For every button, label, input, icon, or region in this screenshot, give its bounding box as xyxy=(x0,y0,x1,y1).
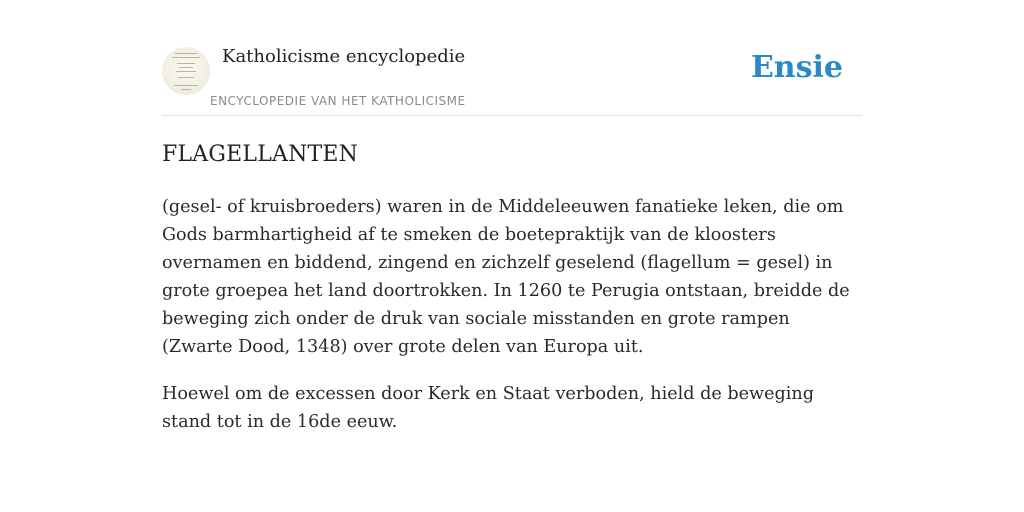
article-body xyxy=(162,193,862,455)
site-title-link[interactable]: Katholicisme encyclopedie xyxy=(222,46,466,67)
site-subtitle: ENCYCLOPEDIE VAN HET KATHOLICISME xyxy=(210,94,466,108)
article-title: FLAGELLANTEN xyxy=(162,142,359,167)
article-paragraph: (gesel- of kruisbroeders) waren in de Middeleeuwen fanatieke leken, die om Gods barmhartigheid af te smeken de boetepraktijk van de kloosters overnamen en biddend, zingend en zichzelf geselend (flagellum = gesel) in grote groepea het land doortrokken. In 1260 te Perugia ontstaan, breidde de beweging zich onder de druk van sociale misstanden en grote rampen (Zwarte Dood, 1348) over grote delen van Europa uit. xyxy=(162,197,850,357)
site-header xyxy=(162,0,862,116)
page xyxy=(162,0,862,512)
article-paragraph: Hoewel om de excessen door Kerk en Staat verboden, hield de beweging stand tot in de 16de eeuw. xyxy=(162,384,815,432)
encyclopedia-cover-image[interactable] xyxy=(162,47,210,95)
ensie-logo-link[interactable]: Ensie xyxy=(750,50,843,85)
